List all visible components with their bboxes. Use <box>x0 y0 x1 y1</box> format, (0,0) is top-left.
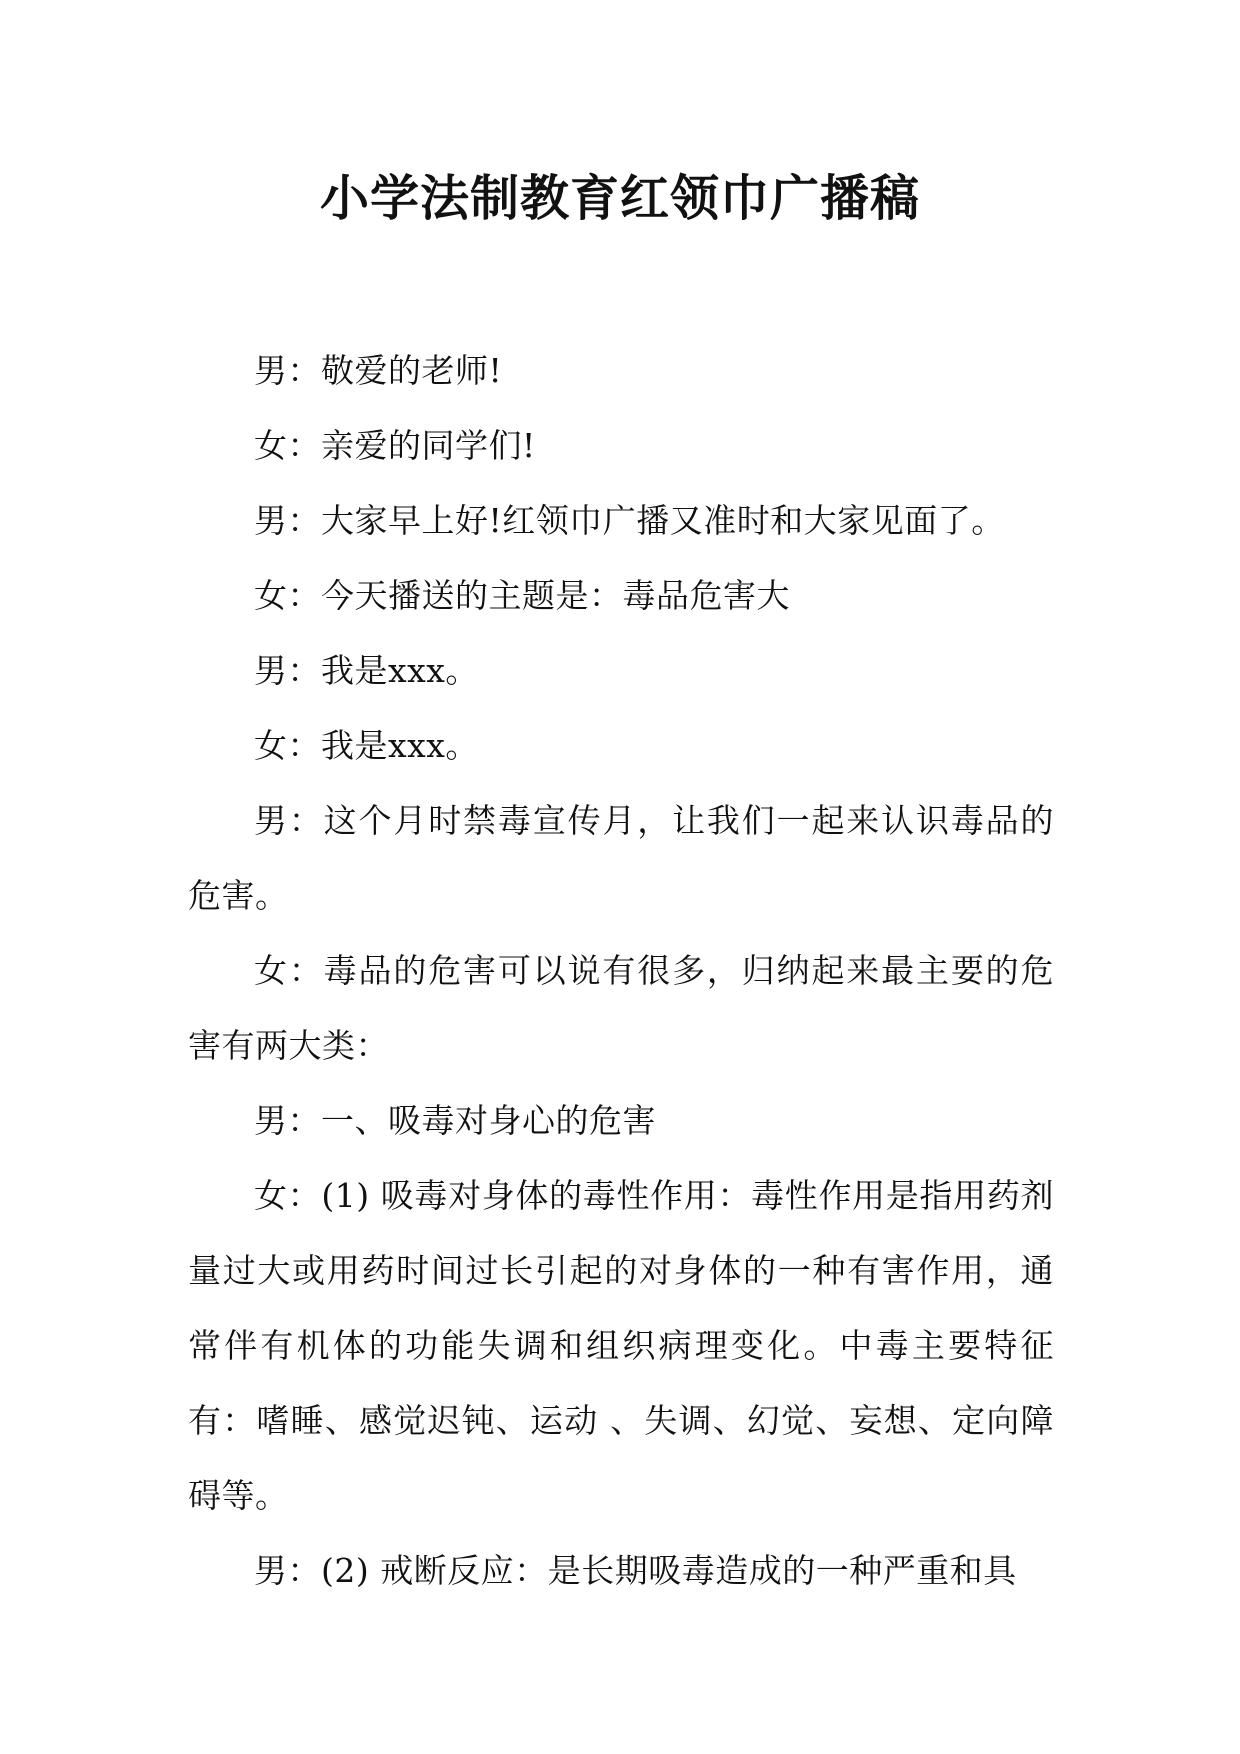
paragraph: 男：一、吸毒对身心的危害 <box>254 1101 656 1140</box>
paragraph: 女：亲爱的同学们! <box>254 426 536 465</box>
paragraph: 男：这个月时禁毒宣传月，让我们一起来认识毒品的危害。 <box>188 801 1054 915</box>
paragraph: 男：大家早上好!红领巾广播又准时和大家见面了。 <box>254 501 1005 540</box>
paragraph: 女：我是xxx。 <box>254 726 479 765</box>
paragraph: 男：(2) 戒断反应：是长期吸毒造成的一种严重和具 <box>254 1551 1017 1590</box>
document-title: 小学法制教育红领巾广播稿 <box>319 169 920 227</box>
document-body <box>188 333 1054 1608</box>
paragraph: 女：(1) 吸毒对身体的毒性作用：毒性作用是指用药剂量过大或用药时间过长引起的对身体的一种有害作用，通常伴有机体的功能失调和组织病理变化。中毒主要特征有：嗜睡、感觉迟钝、运动 、失调、幻觉、妄想、定向障碍等。 <box>188 1176 1054 1515</box>
paragraph: 女：毒品的危害可以说有很多，归纳起来最主要的危害有两大类： <box>188 951 1054 1065</box>
paragraph: 男：敬爱的老师! <box>254 351 503 390</box>
paragraph: 男：我是xxx。 <box>254 651 479 690</box>
paragraph: 女：今天播送的主题是：毒品危害大 <box>254 576 790 615</box>
